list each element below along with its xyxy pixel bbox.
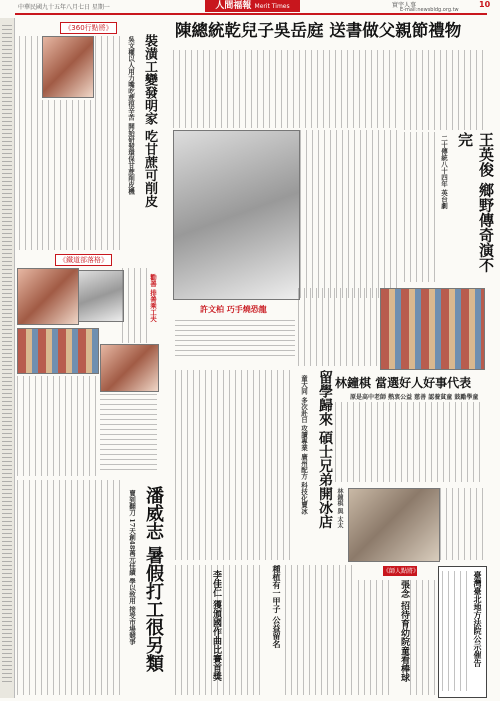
newspaper-logo <box>205 0 300 12</box>
story-subhead-wang: 二十傳統八十四年 英台劇 <box>440 135 448 209</box>
body-text <box>19 36 39 250</box>
main-headline: 陳總統乾兒子吳岳庭 送書做父親節禮物 <box>175 21 462 40</box>
body-text <box>285 565 355 695</box>
section-name: 實宇人事 <box>392 2 417 9</box>
legal-notice-ad <box>438 566 487 698</box>
body-text <box>42 100 92 250</box>
body-text <box>175 370 295 560</box>
section-label-teacher: 《師人點將》 <box>383 568 420 575</box>
masthead-rule <box>15 13 487 15</box>
body-text <box>17 480 122 695</box>
photo-lin-award <box>348 488 440 562</box>
body-text <box>300 130 400 298</box>
photo-group <box>17 328 99 374</box>
body-text <box>175 320 295 360</box>
body-text <box>122 268 147 343</box>
photo-woman <box>100 344 159 392</box>
body-text <box>95 36 125 250</box>
page-number: 10 <box>479 0 491 9</box>
story-headline-pan: 潘威志 暑假打工很另類 <box>143 486 164 673</box>
photo-caption-main: 許文柏 巧手燒恐龍 <box>200 304 267 314</box>
body-text <box>100 394 157 474</box>
legal-notice-title: 臺灣臺北地方法院公示催告 <box>473 571 483 667</box>
story-headline-inventor: 裝潢工變發明家 吃甘蔗可削皮 <box>142 34 157 208</box>
logo-english: Merit Times <box>254 3 290 10</box>
photo-book <box>78 270 124 322</box>
body-text <box>410 580 436 695</box>
logo-text: 人間福報 <box>215 1 252 11</box>
body-text <box>440 488 485 560</box>
story-headline-composer: 李佳仁 獲頒國作曲比賽首獎 <box>211 570 221 682</box>
photo-dinosaur-craft <box>173 130 300 300</box>
body-text <box>404 50 484 130</box>
body-text <box>404 132 436 282</box>
story-headline-wang: 王英俊 鄉野傳奇演不完 <box>456 132 495 273</box>
story-subhead-lin: 原是高中老師 熱衷公益 慈善 認養貧童 鼓勵學童 <box>350 394 479 401</box>
section-label-360: 《360行點將》 <box>60 22 117 34</box>
section-label-railway: 《鐵道部落格》 <box>55 254 112 266</box>
body-text <box>17 376 97 476</box>
body-text <box>335 402 485 482</box>
body-text <box>173 50 401 128</box>
story-subhead-inventor: 吳文權以人用力嘴吃蔗很辛苦 開始研發環保甘蔗削皮機 <box>127 36 135 195</box>
photo-caption-left: 勸善 排善乘工夫 <box>149 274 157 322</box>
photo-caption-lin: 林鐘棋 與 太太 <box>336 488 343 529</box>
photo-man-red <box>17 268 79 325</box>
story-headline-lin: 林鐘棋 當選好人好事代表 <box>335 376 472 390</box>
story-headline-planting: 種植有一甲子 公益留名 <box>272 565 282 648</box>
left-margin-text <box>2 25 12 685</box>
photo-inventor <box>42 36 94 98</box>
story-subhead-ice-shop: 童大同 多次赴日 攻讀專業 廣州配方 科技化賣冰 <box>300 375 308 515</box>
story-subhead-pan: 賣到翻刀 17天創48萬元佳績 學以致用 接受市場競爭 <box>128 490 136 645</box>
issue-date: 中華民國九十五年八月七日 星期一 <box>18 4 110 11</box>
body-text <box>358 580 394 695</box>
contact-email: E-mail:newsbldg.org.tw <box>400 7 459 13</box>
photo-performance <box>380 288 485 370</box>
body-text <box>298 288 378 366</box>
story-headline-ice-shop: 留學歸來 碩士兄弟開冰店 <box>317 370 333 529</box>
story-headline-zhang: 張念 招待育幼院童看棒球 <box>399 580 409 683</box>
legal-notice-body <box>442 571 470 691</box>
